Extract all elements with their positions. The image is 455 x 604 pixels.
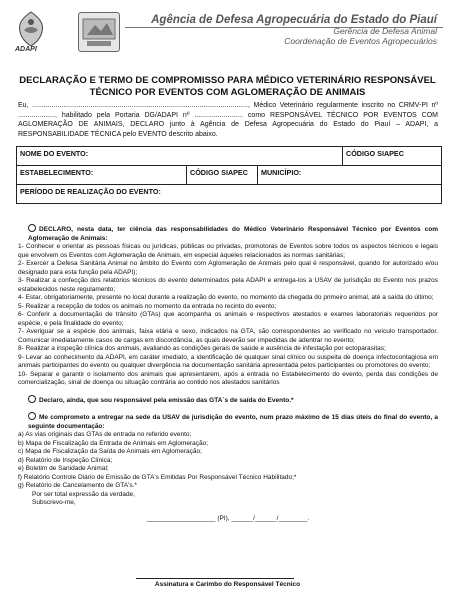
list-item: c) Mapa de Fiscalização da Saída de Animais em Aglomeração; bbox=[18, 448, 202, 455]
document-title bbox=[16, 75, 439, 99]
list-item: g) Relatório de Cancelamento de GTA's.* bbox=[18, 482, 137, 489]
section-2-heading-text: Declaro, ainda, que sou responsável pela emissão das GTA´s de saída do Evento.* bbox=[39, 396, 294, 404]
org-department: Gerência de Defesa Animal bbox=[333, 26, 437, 36]
closing-line-1: Por ser total expressão da verdade, bbox=[32, 490, 135, 498]
municipality-field[interactable]: MUNICÍPIO: bbox=[261, 168, 302, 177]
title-line-1: DECLARAÇÃO E TERMO DE COMPROMISSO PARA MÉDICO VETERINÁRIO RESPONSÁVEL bbox=[19, 75, 436, 86]
signature-line[interactable] bbox=[136, 578, 294, 579]
event-name-field[interactable]: NOME DO EVENTO: bbox=[17, 147, 343, 165]
event-info-table bbox=[16, 146, 442, 204]
list-item: 3- Realizar a confecção dos relatórios técnicos do evento determinados pela ADAPI e entrega-los à USAV de jurisdição do Evento nos prazos estabelecidos neste regulamento; bbox=[18, 277, 438, 293]
org-coordination: Coordenação de Eventos Agropecuários bbox=[284, 36, 437, 46]
list-item: b) Mapa de Fiscalização da Entrada de Animais em Aglomeração; bbox=[18, 439, 209, 447]
event-siapec-code-field[interactable]: CÓDIGO SIAPEC bbox=[346, 149, 404, 158]
section-3-heading-text: Me comprometo a entregar na sede da USAV de jurisdição do evento, num prazo máximo de 15 dias úteis do final do evento, a seguinte documentação: bbox=[28, 414, 438, 430]
list-item: 7- Averiguar se a espécie dos animais, faixa etária e sexo, indicados na GTA, são correspondentes ao verificado no veículo transportador. Comunicar imediatamente casos de cargas em discordância, as quais deverão ser impedidas de adentrar no evento; bbox=[18, 328, 438, 344]
list-item: 9- Levar ao conhecimento da ADAPI, em caráter imediato, a identificação de qualquer sinal clínico ou suspeita de doença infectocontagiosa em animais participantes do evento ou qualquer divergência na documentação sanitária apresentada pelos participantes ou promotores do evento; bbox=[18, 353, 438, 369]
state-emblem-icon bbox=[78, 12, 120, 52]
header-organization bbox=[151, 14, 437, 46]
section-1-heading-text: DECLARO, nesta data, ter ciência das responsabilidades do Médico Veterinário Responsável Técnico por Eventos com Aglomeração de Animais: bbox=[28, 226, 438, 242]
declaration-paragraph: Eu, ..............................................................................................................., Médico Veterinário regularmente inscrito no CRMV-PI nº ..................., habilitado pela Portaria DG/ADAPI nº ......................... como RESPONSÁVEL TÉCNICO POR EVENTOS COM AGLOMERAÇÃO DE ANIMAIS, DECLARO junto à Agência de Defesa Agropecuária do Estado do Piauí – ADAPI, a RESPONSABILIDADE TÉCNICA pelo EVENTO descrito abaixo. bbox=[18, 102, 438, 138]
list-item: f) Relatório Controle Diário de Emissão de GTA's Emitidas Por Responsável Técnico Habilitado;* bbox=[18, 473, 297, 481]
list-item: 2- Exercer a Defesa Sanitária Animal no âmbito do Evento com Aglomeração de Animais pelo qual é responsável, quando for autorizado e/ou designado para esta função pela ADAPI); bbox=[18, 260, 438, 276]
section-1-heading bbox=[18, 224, 438, 243]
list-item: 1- Conhecer e orientar as pessoas físicas ou jurídicas, públicas ou privadas, promotoras de Eventos sobre todos os aspectos técnicos e legais que envolvem os Eventos com Aglomeração de Animais, em especial àqueles relacionados as normas sanitárias; bbox=[18, 243, 438, 259]
date-location-line[interactable]: ___________________ (PI), ______/______/________. bbox=[146, 514, 310, 522]
section-2-heading bbox=[18, 395, 438, 406]
list-item: 8- Realizar a inspeção clínica dos animais, avaliando as condições gerais de saúde e ausência de infestação por ectoparasitas; bbox=[18, 345, 386, 352]
establishment-siapec-code-field[interactable]: CÓDIGO SIAPEC bbox=[187, 166, 258, 184]
closing-line-2: Subscrevo-me, bbox=[32, 499, 76, 506]
section-3-heading bbox=[18, 412, 438, 431]
establishment-field[interactable]: ESTABELECIMENTO: bbox=[17, 166, 187, 184]
list-item: a) As vias originais das GTAs de entrada no referido evento; bbox=[18, 431, 192, 438]
signature-label: Assinatura e Carimbo do Responsável Técnico bbox=[154, 581, 301, 588]
org-name: Agência de Defesa Agropecuária do Estado do Piauí bbox=[151, 14, 437, 26]
list-item: 6- Conferir a documentação de trânsito (GTAs) que acompanha os animais e respectivos atestados e exames laboratoriais requeridos por espécie, e pela finalidade do evento; bbox=[18, 311, 438, 327]
list-item: 4- Estar, obrigatoriamente, presente no local durante a realização do evento, no momento da chegada do primeiro animal, até a saída do último; bbox=[18, 294, 434, 301]
title-line-2: TÉCNICO POR EVENTOS COM AGLOMERAÇÃO DE ANIMAIS bbox=[89, 87, 366, 98]
list-item: 10- Separar e garantir o isolamento dos animais que apresentarem, após a entrada no Estabelecimento do evento, perda das condições de comercialização, sinal de doença ou situação contrária ao contido nos atestados sanitários bbox=[18, 370, 438, 386]
radio-button[interactable] bbox=[28, 224, 36, 232]
list-item: 5- Realizar a recepção de todos os animais no momento da entrada no recinto do evento; bbox=[18, 302, 277, 310]
table-row bbox=[17, 185, 441, 203]
adapi-logo-icon bbox=[14, 10, 48, 48]
table-row bbox=[17, 166, 441, 185]
logo-text: ADAPI bbox=[15, 46, 37, 53]
radio-button[interactable] bbox=[28, 395, 36, 403]
table-row bbox=[17, 147, 441, 166]
event-period-field[interactable]: PERÍODO DE REALIZAÇÃO DO EVENTO: bbox=[20, 187, 161, 196]
body-text bbox=[18, 224, 438, 523]
list-item: e) Boletim de Sanidade Animal; bbox=[18, 465, 109, 472]
radio-button[interactable] bbox=[28, 412, 36, 420]
list-item: d) Relatório de Inspeção Clínica; bbox=[18, 456, 113, 464]
